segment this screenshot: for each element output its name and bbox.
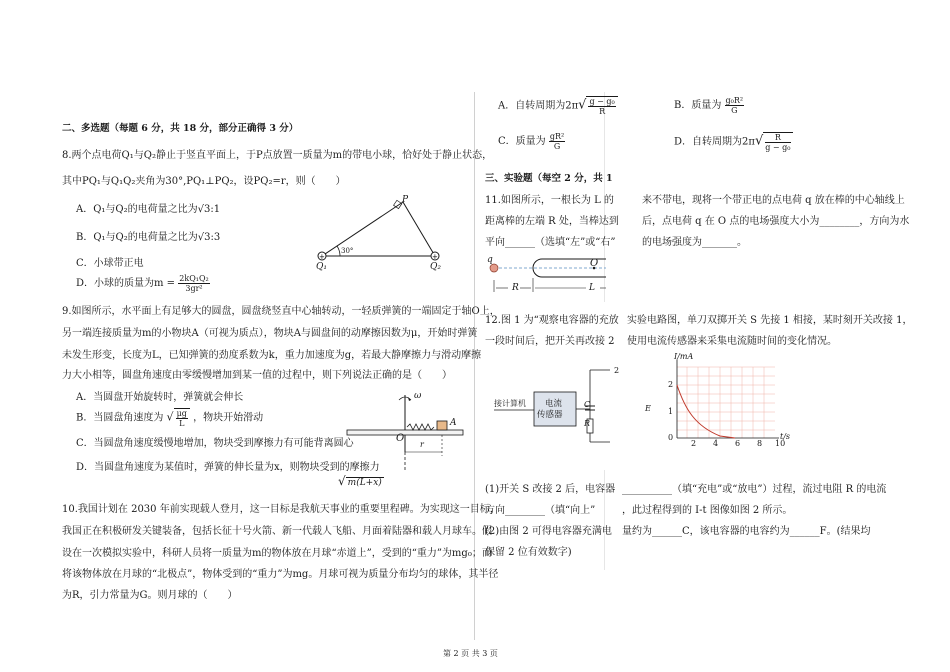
q12-current-time-graph <box>665 354 785 454</box>
q11-rod-figure <box>482 252 606 297</box>
q8-option-b: B．Q₁与Q₂的电荷量之比为√3:3 <box>76 232 221 243</box>
q12-graph-xlabel: t/s <box>780 432 791 441</box>
q12-graph-tick-x8: 8 <box>757 439 763 448</box>
q11-line-3-left: 平向______（选填“左”或“右” <box>485 237 616 248</box>
q12-sub2-line-2: 保留 2 位有效数字) <box>485 547 572 558</box>
q12-sub2-line-1-right: 量约为______C，该电容器的电容约为______F。(结果均 <box>622 526 871 537</box>
q9-fig-label-r: r <box>420 440 424 449</box>
q11-line-1-left: 11.如图所示，一根长为 L 的 <box>485 195 614 206</box>
q8-option-c: C．小球带正电 <box>76 258 144 269</box>
q12-graph-tick-x10: 10 <box>775 439 786 448</box>
q12-graph-tick-x2: 2 <box>691 439 697 448</box>
q11-line-1-right: 来不带电，现将一个带正电的点电荷 q 放在棒的中心轴线上 <box>642 195 905 206</box>
q9-fig-label-a: A <box>450 418 457 428</box>
q12-circuit-label-r: R <box>584 419 591 428</box>
q8-fig-label-p: P <box>402 195 409 205</box>
svg-text:+: + <box>319 253 325 261</box>
q9-option-b-denominator: L <box>179 419 185 428</box>
q9-option-a: A．当圆盘开始旋转时，弹簧就会伸长 <box>76 392 244 403</box>
q12-circuit-label-e: E <box>645 404 651 413</box>
q9-fig-label-omega: ω <box>414 391 422 401</box>
q8-option-d-numerator: 2kQ₁Q₂ <box>179 274 209 283</box>
q9-disk-figure <box>345 390 465 470</box>
q9-option-b-prefix: B．当圆盘角速度为 <box>76 412 164 424</box>
q12-circuit-label-sensor-2: 传感器 <box>537 410 563 420</box>
q10-option-b: B．质量为 $\frac{\text{g₀R²}}{G}$ <box>674 96 744 115</box>
q12-circuit-label-c: C <box>584 400 591 409</box>
q12-circuit-label-sensor-1: 电流 <box>545 399 563 409</box>
q12-graph-tick-x6: 6 <box>735 439 741 448</box>
q12-sub2-line-1-left: (2)由图 2 可得电容器充满电 <box>485 526 612 537</box>
q9-fig-label-o: O <box>396 433 405 444</box>
q11-fig-label-r: R <box>512 283 519 293</box>
q12-sub1-line-1-left: (1)开关 S 改接 2 后，电容器 <box>485 484 616 495</box>
q9-line-2: 另一端连接质量为m的小物块A（可视为质点），物块A与圆盘间的动摩擦因数为μ，开始时弹簧 <box>62 328 478 339</box>
q8-option-d <box>76 274 210 293</box>
q9-option-b-suffix: ，物块开始滑动 <box>193 412 264 424</box>
q12-line-1-left: 12.图 1 为“观察电容器的充放 <box>485 315 619 326</box>
q8-line-1: 8.两个点电荷Q₁与Q₂静止于竖直平面上，于P点放置一质量为m的带电小球，恰好处于静止状态， <box>62 150 493 161</box>
q9-line-1: 9.如图所示，水平面上有足够大的圆盘，圆盘绕竖直中心轴转动，一轻质弹簧的一端固定于轴O上， <box>62 306 500 317</box>
q10-option-d: D．自转周期为2π√ $\frac{R}{\text{g − g₀}}$ <box>674 133 791 152</box>
q12-circuit-label-computer: 接计算机 <box>494 399 526 408</box>
q12-sub1-line-1-right: __________（填“充电”或“放电”）过程，流过电阻 R 的电流 <box>622 484 887 495</box>
q8-option-d-prefix: D．小球的质量为m = <box>76 278 176 289</box>
q12-graph-tick-zero: 0 <box>668 433 674 442</box>
q10-option-a: A．自转周期为2π√ $\frac{\text{g − g₀}}{R}$ <box>498 96 618 116</box>
q11-fig-label-l: L <box>589 283 595 293</box>
q11-fig-label-q: q <box>487 255 493 265</box>
q9-option-b-sqrt <box>174 408 190 428</box>
q9-line-3: 未发生形变，长度为L，已知弹簧的劲度系数为k，重力加速度为g，若最大静摩擦力与滑动摩擦 <box>62 350 482 361</box>
q10-line-1: 10.我国计划在 2030 年前实现载人登月，这一目标是我航天事业的重要里程碑。为实现这一目标， <box>62 504 500 515</box>
q8-option-a: A．Q₁与Q₂的电荷量之比为√3:1 <box>76 204 221 215</box>
q8-fig-label-q1: Q₁ <box>316 262 327 272</box>
q9-option-b: B．当圆盘角速度为 √ $\frac{\mu g}{L}$ ，物块开始滑动 <box>76 409 264 428</box>
q8-option-d-denominator: 3gr² <box>185 284 203 293</box>
q10-line-5: 为R，引力常量为G。则月球的（ ） <box>62 590 238 601</box>
section-heading-multiple-choice: 二、多选题（每题 6 分，共 18 分，部分正确得 3 分） <box>62 123 299 134</box>
q10-line-2: 我国正在积极研发关键装备，包括长征十号火箭、新一代载人飞船、月面着陆器和载人月球车。假 <box>62 526 492 537</box>
q10-option-c: C．质量为 $\frac{\text{gR²}}{G}$ <box>498 132 565 151</box>
svg-text:+: + <box>432 253 438 261</box>
q12-graph-tick-y2: 2 <box>668 380 674 389</box>
q12-sub1-line-2-left: 方向________（填“向上” <box>485 505 596 516</box>
q11-line-2-left: 距离棒的左端 R 处，当棒达到 <box>485 216 619 227</box>
q9-option-d-clipped: D．当圆盘角速度为某值时，弹簧的伸长量为x，则物块受到的摩擦力 <box>76 462 380 473</box>
q10-line-4: 将该物体放在月球的“北极点”，物体受到的“重力”为mg。月球可视为质量分布均匀的球体，其半径 <box>62 569 499 580</box>
q12-graph-tick-x4: 4 <box>713 439 719 448</box>
page-number-footer: 第 2 页 共 3 页 <box>443 649 498 658</box>
q12-line-2-right: 使用电流传感器来采集电流随时间的变化情况。 <box>627 336 837 347</box>
q12-graph-ylabel: I/mA <box>674 352 694 361</box>
q11-line-3-right: 的电场强度为_______。 <box>642 237 747 248</box>
q12-sub1-line-2-right: ，此过程得到的 I-t 图像如图 2 所示。 <box>622 505 793 516</box>
q8-fig-label-q2: Q₂ <box>430 262 441 272</box>
q12-graph-tick-y1: 1 <box>668 407 674 416</box>
q11-line-2-right: 后，点电荷 q 在 O 点的电场强度大小为________，方向为水 <box>642 216 910 227</box>
q12-circuit-label-2: 2 <box>614 366 620 375</box>
q12-line-1-right: 实验电路图，单刀双掷开关 S 先接 1 相接，某时刻开关改接 1， <box>627 315 913 326</box>
q8-option-d-fraction <box>178 274 209 293</box>
q9-line-4: 力大小相等，圆盘角速度由零缓慢增加到某一值的过程中，则下列说法正确的是（ ） <box>62 370 452 381</box>
section-heading-experiment: 三、实验题（每空 2 分，共 1 <box>485 173 613 184</box>
q12-line-2-left: 一段时间后，把开关再改接 2 <box>485 336 615 347</box>
q9-option-b-numerator: μg <box>176 409 187 418</box>
q8-fig-label-angle: 30° <box>341 247 354 255</box>
q8-line-2: 其中PQ₁与Q₁Q₂夹角为30°,PQ₁⊥PQ₂，设PQ₂=r，则（ ） <box>62 176 346 187</box>
q8-triangle-figure <box>310 190 450 280</box>
q9-option-c: C．当圆盘角速度缓慢地增加，物块受到摩擦力有可能背离圆心 <box>76 438 354 449</box>
q11-fig-label-o: O <box>590 258 599 269</box>
q9-option-d-tail: √ m(L+x) <box>338 474 382 488</box>
q10-line-3: 设在一次模拟实验中，科研人员将一质量为m的物体放在月球“赤道上”，受到的“重力”为mg₀；而 <box>62 548 492 559</box>
